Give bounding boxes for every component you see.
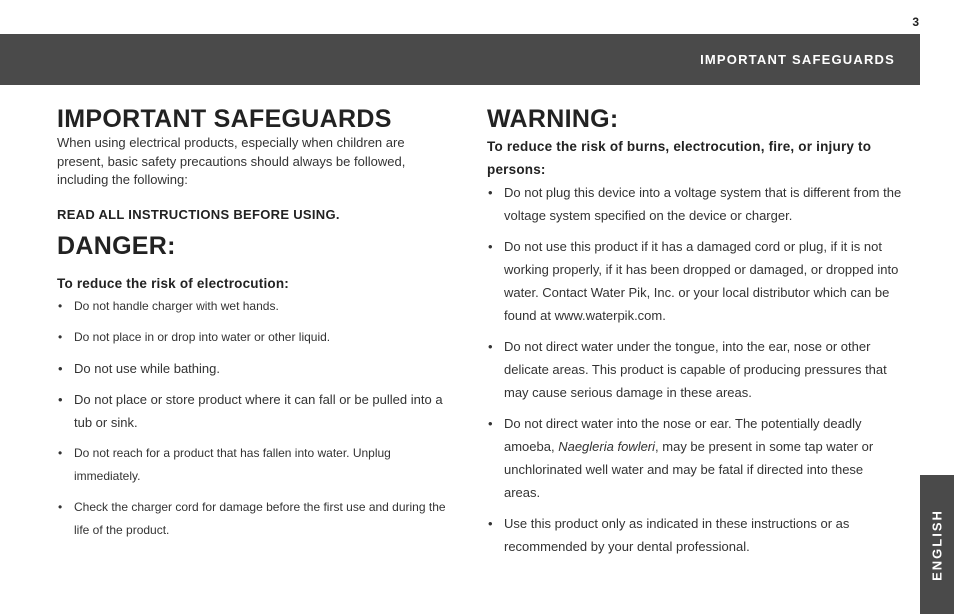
danger-item: • Do not handle charger with wet hands.	[57, 295, 452, 318]
danger-title: DANGER:	[57, 231, 176, 260]
warning-item-text: Do not direct water into the nose or ear. The potentially deadly amoeba,	[504, 416, 862, 454]
danger-item: • Do not reach for a product that has fallen into water. Unplug immediately.	[57, 442, 452, 488]
language-tab	[920, 475, 954, 614]
read-all-instructions: READ ALL INSTRUCTIONS BEFORE USING.	[57, 206, 340, 222]
header-band	[0, 34, 920, 85]
warning-item: • Do not plug this device into a voltage system that is different from the voltage system specified on the device or charger.	[487, 181, 902, 227]
danger-list	[57, 295, 452, 542]
warning-item: • Do not direct water under the tongue, into the ear, nose or other delicate areas. This product is capable of producing pressures that may cause serious damage in these areas.	[487, 335, 902, 404]
language-tab-label: ENGLISH	[929, 508, 945, 581]
warning-item: • Use this product only as indicated in these instructions or as recommended by your dental professional.	[487, 512, 902, 558]
safeguards-title: IMPORTANT SAFEGUARDS	[57, 105, 392, 133]
left-column	[57, 105, 452, 550]
danger-item: • Do not place in or drop into water or other liquid.	[57, 326, 452, 349]
danger-item: • Do not place or store product where it can fall or be pulled into a tub or sink.	[57, 388, 452, 434]
page-number: 3	[912, 15, 919, 29]
header-title: IMPORTANT SAFEGUARDS	[700, 52, 895, 67]
intro-paragraph: When using electrical products, especially when children are present, basic safety precautions should always be followed, including the following:	[57, 135, 406, 187]
right-column	[487, 105, 902, 566]
amoeba-name: Naegleria fowleri	[558, 439, 656, 454]
danger-item: • Do not use while bathing.	[57, 357, 452, 380]
warning-subheading: To reduce the risk of burns, electrocution, fire, or injury to persons:	[487, 139, 872, 177]
warning-item	[487, 412, 902, 504]
danger-item: • Check the charger cord for damage before the first use and during the life of the product.	[57, 496, 452, 542]
warning-title: WARNING:	[487, 105, 619, 133]
warning-list	[487, 181, 902, 558]
danger-subheading: To reduce the risk of electrocution:	[57, 275, 289, 291]
warning-item-text: , may be present in some tap water or unchlorinated well water and may be fatal if directed into these areas.	[504, 439, 874, 500]
warning-item: • Do not use this product if it has a damaged cord or plug, if it is not working properly, if it has been dropped or damaged, or dropped into water. Contact Water Pik, Inc. or your local distributor which can be found at www.waterpik.com.	[487, 235, 902, 327]
